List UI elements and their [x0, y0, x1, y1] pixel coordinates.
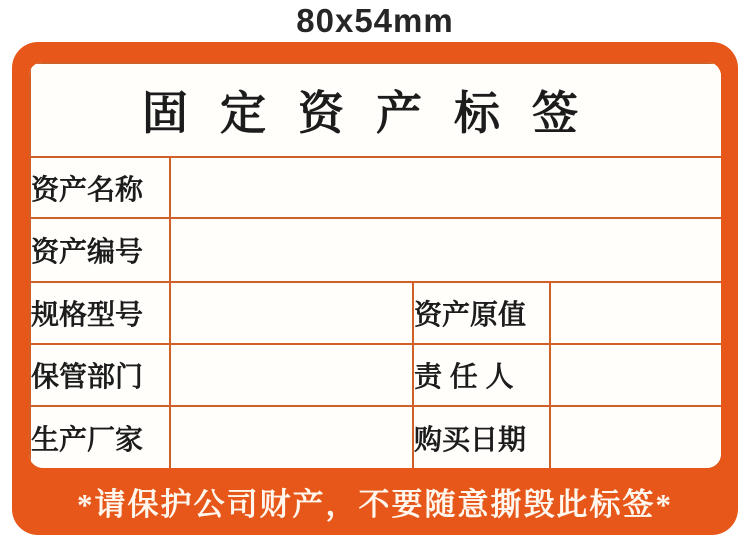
field-value-original-value	[550, 282, 721, 344]
label-table	[29, 62, 721, 468]
field-value-purchase-date	[550, 406, 721, 468]
field-label-custodian-dept: 保管部门	[30, 344, 170, 406]
footer-warning-note: *请保护公司财产，不要随意撕毁此标签*	[77, 487, 673, 522]
field-value-responsible-person	[550, 344, 721, 406]
table-row	[30, 218, 721, 282]
table-row	[30, 406, 721, 468]
table-row	[30, 344, 721, 406]
field-label-spec-model: 规格型号	[30, 282, 170, 344]
size-caption: 80x54mm	[296, 2, 454, 39]
field-value-spec-model	[170, 282, 413, 344]
field-label-responsible-person: 责 任 人	[413, 344, 550, 406]
field-label-asset-name: 资产名称	[30, 157, 170, 218]
field-label-asset-number: 资产编号	[30, 218, 170, 282]
table-row	[30, 157, 721, 218]
table-row	[30, 282, 721, 344]
field-value-custodian-dept	[170, 344, 413, 406]
label-table-card	[29, 62, 721, 468]
label-title: 固定资产标签	[30, 63, 721, 157]
asset-label-sticker	[12, 42, 738, 535]
field-value-asset-name	[170, 157, 721, 218]
field-label-purchase-date: 购买日期	[413, 406, 550, 468]
title-row	[30, 63, 721, 157]
field-label-manufacturer: 生产厂家	[30, 406, 170, 468]
field-value-asset-number	[170, 218, 721, 282]
field-value-manufacturer	[170, 406, 413, 468]
field-label-original-value: 资产原值	[413, 282, 550, 344]
